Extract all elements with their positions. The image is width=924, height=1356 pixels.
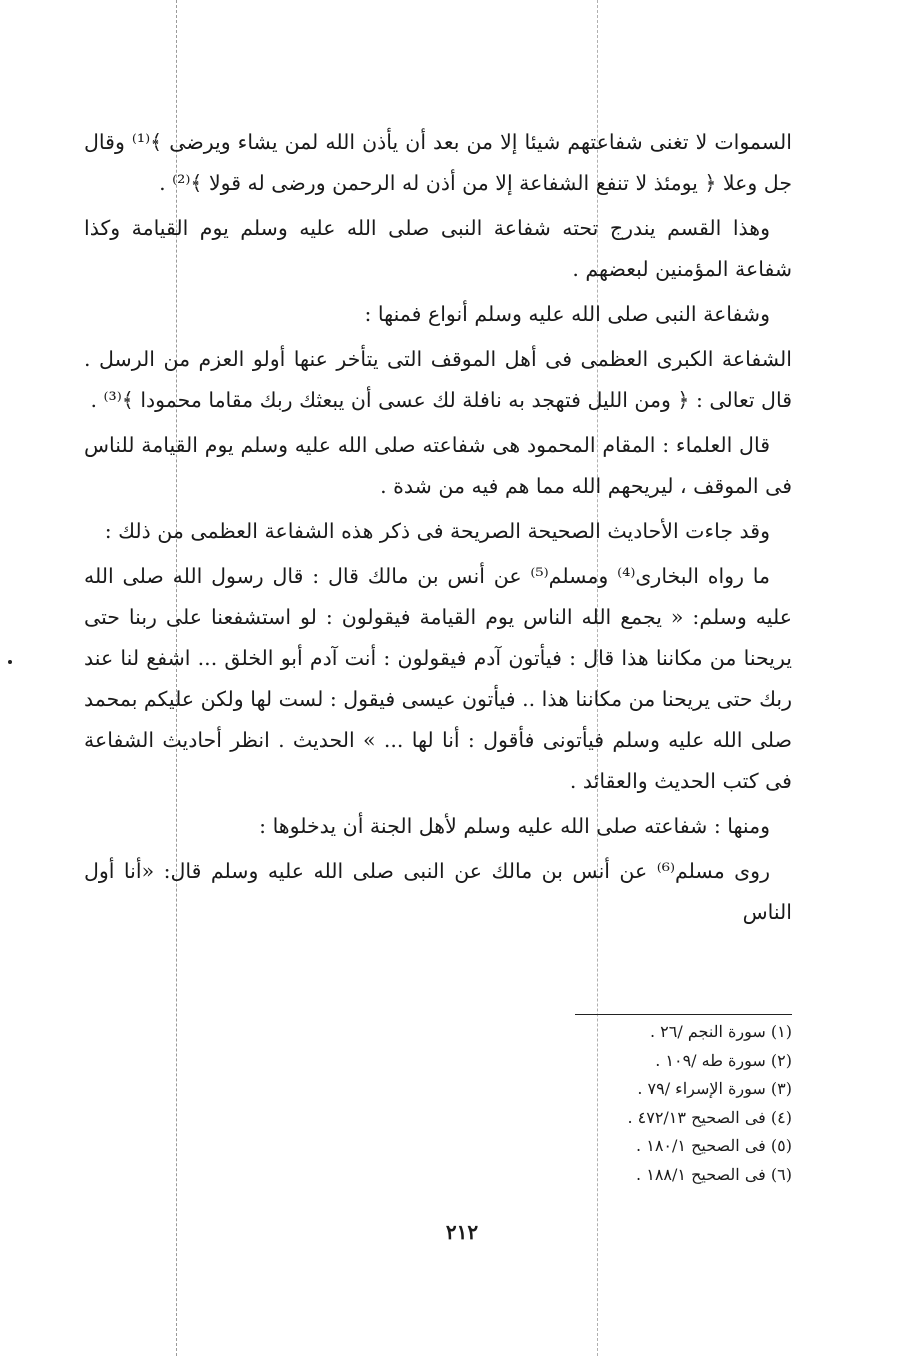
footnote-5: (٥) فى الصحيح ١٨٠/١ . bbox=[636, 1136, 792, 1155]
paragraph-6: وقد جاءت الأحاديث الصحيحة الصريحة فى ذكر هذه الشفاعة العظمى من ذلك : bbox=[104, 519, 770, 543]
footnotes bbox=[627, 1018, 792, 1189]
page-number: ٢١٢ bbox=[445, 1220, 479, 1244]
paragraph-3: وشفاعة النبى صلى الله عليه وسلم أنواع فمنها : bbox=[364, 302, 770, 326]
footnote-6: (٦) فى الصحيح ١٨٨/١ . bbox=[636, 1164, 792, 1184]
footnote-4: (٤) فى الصحيح ٤٧٢/١٣ . bbox=[627, 1107, 792, 1127]
footnote-3: (٣) سورة الإسراء /٧٩ . bbox=[637, 1079, 792, 1098]
footnote-1: (١) سورة النجم /٢٦ . bbox=[650, 1022, 792, 1041]
paragraph-8: ومنها : شفاعته صلى الله عليه وسلم لأهل الجنة أن يدخلوها : bbox=[259, 814, 770, 838]
paragraph-9: روى مسلم⁽⁶⁾ عن أنس بن مالك عن النبى صلى الله عليه وسلم قال: «أنا أول الناس bbox=[84, 859, 792, 924]
body-text bbox=[84, 122, 792, 937]
paragraph-4: الشفاعة الكبرى العظمى فى أهل الموقف التى يتأخر عنها أولو العزم من الرسل . قال تعالى : ﴿ ومن الليل فتهجد به نافلة لك عسى أن يبعثك ربك مقاما محمودا ﴾⁽³⁾ . bbox=[84, 347, 792, 412]
footnote-separator bbox=[575, 1014, 792, 1015]
scan-speck bbox=[8, 660, 12, 664]
paragraph-1: السموات لا تغنى شفاعتهم شيئا إلا من بعد أن يأذن الله لمن يشاء ويرضى ﴾⁽¹⁾ وقال جل وعلا ﴿ يومئذ لا تنفع الشفاعة إلا من أذن له الرحمن ورضى له قولا ﴾⁽²⁾ . bbox=[84, 130, 792, 195]
footnote-2: (٢) سورة طه /١٠٩ . bbox=[655, 1050, 792, 1070]
paragraph-5: قال العلماء : المقام المحمود هى شفاعته صلى الله عليه وسلم يوم القيامة للناس فى الموقف ، ليريحهم الله مما هم فيه من شدة . bbox=[84, 433, 792, 498]
paragraph-7: ما رواه البخارى⁽⁴⁾ ومسلم⁽⁵⁾ عن أنس بن مالك قال : قال رسول الله صلى الله عليه وسلم: « يجمع الله الناس يوم القيامة فيقولون : لو استشفعنا على ربنا حتى يريحنا من مكاننا هذا قال : فيأتون آدم فيقولون : أنت آدم أبو الخلق ... اشفع لنا عند ربك حتى يريحنا من مكاننا هذا .. فيأتون عيسى فيقول : لست لها ولكن عليكم بمحمد صلى الله عليه وسلم فيأتونى فأقول : أنا لها ... » الحديث . انظر أحاديث الشفاعة فى كتب الحديث والعقائد . bbox=[84, 564, 792, 793]
paragraph-2: وهذا القسم يندرج تحته شفاعة النبى صلى الله عليه وسلم يوم القيامة وكذا شفاعة المؤمنين لبعضهم . bbox=[84, 216, 792, 281]
